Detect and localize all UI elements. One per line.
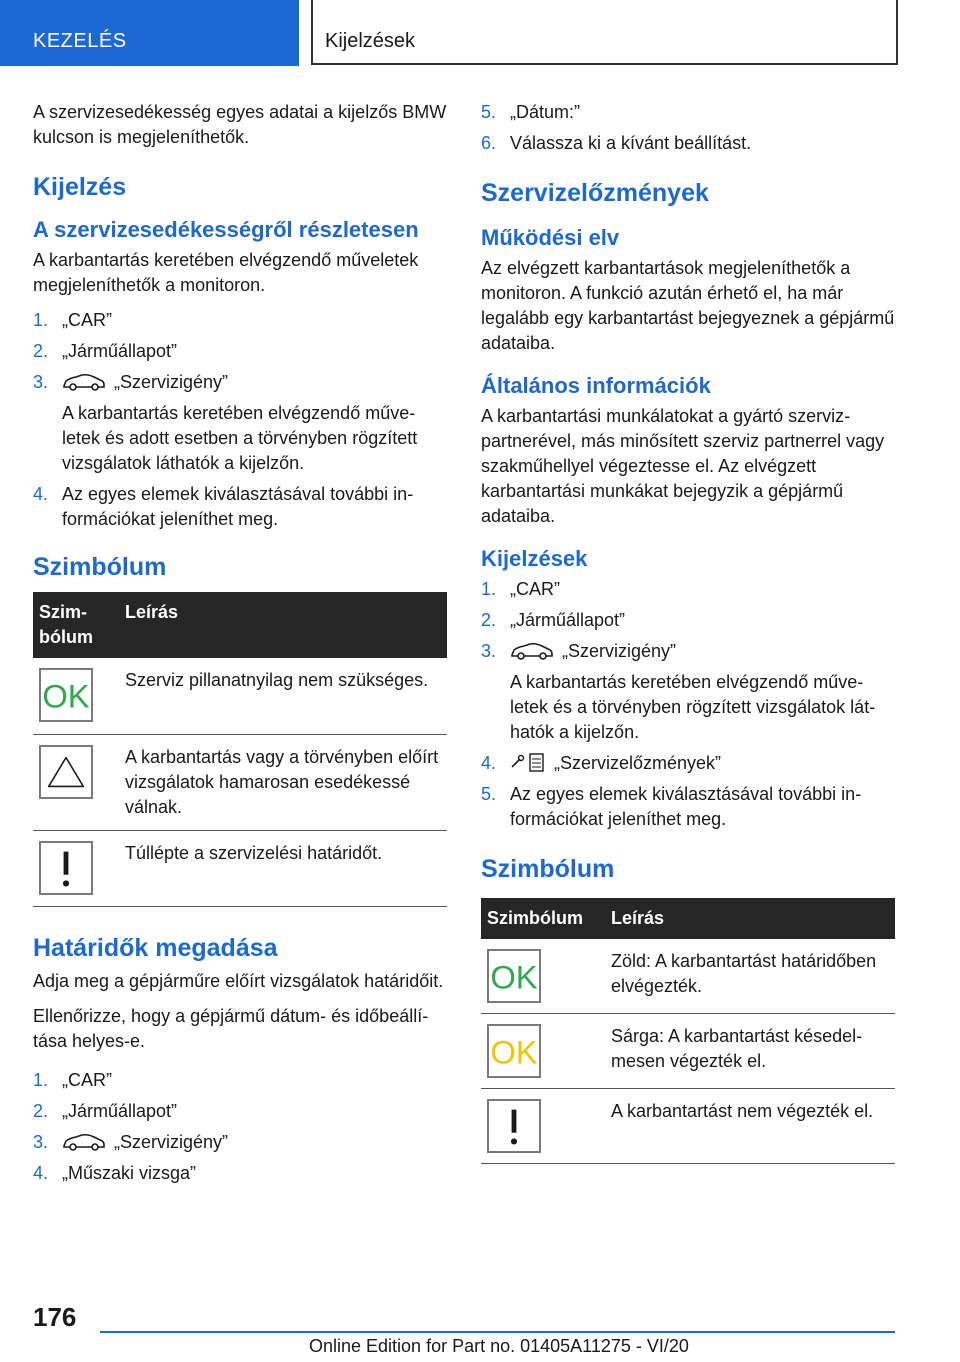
heading-kijelzes: Kijelzés bbox=[33, 173, 127, 201]
intro-paragraph: A szervizesedékesség egyes adatai a kijelzős BMW kulcson is megjeleníthetők. bbox=[33, 102, 447, 147]
table-cell-description: Szerviz pillanatnyilag nem szükséges. bbox=[119, 658, 447, 734]
list-text: „Műszaki vizsga” bbox=[62, 1162, 197, 1183]
paragraph-hataridok-2: Ellenőrizze, hogy a gépjármű dátum- és időbeállítása helyes-e. bbox=[33, 1005, 429, 1051]
section-tab bbox=[0, 0, 299, 66]
right-column bbox=[481, 100, 895, 1164]
table-row bbox=[33, 830, 447, 906]
list-number: 3. bbox=[33, 372, 49, 392]
list-number: 2. bbox=[33, 341, 49, 361]
exclamation-icon bbox=[39, 841, 93, 895]
list-number: 1. bbox=[33, 1069, 49, 1090]
exclamation-icon bbox=[487, 1099, 541, 1153]
table-cell-description: Túllépte a szervizelési határidőt. bbox=[119, 830, 447, 906]
list-item bbox=[33, 1068, 447, 1093]
heading-szimbolum: Szimbólum bbox=[33, 553, 167, 581]
symbol-table bbox=[481, 898, 895, 1164]
ok-icon bbox=[39, 668, 93, 722]
list-number: 3. bbox=[33, 1131, 49, 1152]
table-row bbox=[481, 1089, 895, 1164]
list-number: 4. bbox=[481, 753, 497, 773]
list-item bbox=[33, 339, 447, 364]
list-item bbox=[481, 639, 895, 745]
table-cell-description: Sárga: A karbantartást késedelmesen végezték el. bbox=[605, 1014, 895, 1089]
page-number: 176 bbox=[33, 1302, 77, 1332]
list-item bbox=[33, 1099, 447, 1124]
table-cell-symbol bbox=[481, 1014, 605, 1089]
table-row bbox=[481, 939, 895, 1014]
list-subtext: A karbantartás keretében elvégzendő műveletek és adott esetben a törvényben rögzített vizsgálatok láthatók a kijelzőn. bbox=[62, 403, 418, 473]
paragraph-mukodesi-elv: Az elvégzett karbantartások megjeleníthetők a monitoron. A funkció azután érhető el, ha már legalább egy karbantartást bejegyeznek a gépjármű adataiba. bbox=[481, 258, 895, 353]
table-row bbox=[481, 1014, 895, 1089]
list-item bbox=[33, 370, 447, 476]
edition-footer: Online Edition for Part no. 01405A11275 - VI/20 bbox=[309, 1336, 689, 1356]
list-number: 5. bbox=[481, 784, 497, 804]
menu-path-list bbox=[33, 1068, 447, 1186]
list-number: 4. bbox=[33, 1162, 49, 1183]
table-row bbox=[33, 734, 447, 830]
table-cell-symbol bbox=[481, 939, 605, 1014]
list-number: 6. bbox=[481, 133, 497, 153]
table-cell-symbol bbox=[33, 830, 119, 906]
table-row bbox=[33, 658, 447, 734]
table-cell-description: A karbantartást nem végezték el. bbox=[605, 1089, 895, 1164]
list-item bbox=[481, 131, 895, 156]
ok-green-icon bbox=[487, 949, 541, 1003]
list-text: „CAR” bbox=[62, 1069, 112, 1090]
table-header-symbol: Szimbólum bbox=[481, 898, 605, 939]
svg-text:OK: OK bbox=[490, 1033, 538, 1071]
list-item bbox=[481, 751, 895, 776]
list-text: „CAR” bbox=[510, 579, 560, 599]
warning-triangle-icon bbox=[39, 745, 93, 799]
heading-mukodesi-elv: Működési elv bbox=[481, 225, 620, 250]
list-text: Válassza ki a kívánt beállítást. bbox=[510, 133, 752, 153]
heading-kijelzesek: Kijelzések bbox=[481, 546, 588, 571]
list-number: 3. bbox=[481, 641, 497, 661]
list-item bbox=[481, 782, 895, 832]
list-number: 4. bbox=[33, 484, 49, 504]
list-item bbox=[481, 100, 895, 125]
list-text: Az egyes elemek kiválasztásával további információkat jeleníthet meg. bbox=[62, 484, 414, 529]
chapter-tab bbox=[311, 0, 898, 65]
table-cell-symbol bbox=[481, 1089, 605, 1164]
svg-text:OK: OK bbox=[42, 677, 90, 715]
table-cell-description: Zöld: A karbantartást határidőben elvégezték. bbox=[605, 939, 895, 1014]
table-header-symbol: Szimbólum bbox=[33, 592, 119, 658]
section-label: KEZELÉS bbox=[33, 30, 127, 52]
list-item bbox=[33, 1161, 447, 1186]
table-cell-description: A karbantartás vagy a törvényben előírt vizsgálatok hamarosan esedékessé válnak. bbox=[119, 734, 447, 830]
table-cell-symbol bbox=[33, 734, 119, 830]
paragraph-hataridok-1: Adja meg a gépjárműre előírt vizsgálatok határidőit. bbox=[33, 970, 444, 991]
list-text: „Szervizigény” bbox=[114, 1131, 229, 1152]
list-text: Az egyes elemek kiválasztásával további információkat jeleníthet meg. bbox=[510, 784, 862, 829]
ok-yellow-icon bbox=[487, 1024, 541, 1078]
left-column bbox=[33, 100, 447, 1196]
symbol-table bbox=[33, 592, 447, 907]
table-header-row bbox=[481, 898, 895, 939]
table-cell-symbol bbox=[33, 658, 119, 734]
list-text: „Járműállapot” bbox=[62, 1100, 178, 1121]
list-item bbox=[33, 1130, 447, 1155]
list-text: „Dátum:” bbox=[510, 102, 581, 122]
menu-path-list bbox=[481, 100, 895, 156]
heading-hataridok: Határidők megadása bbox=[33, 933, 278, 962]
footer-divider bbox=[100, 1331, 895, 1333]
list-number: 5. bbox=[481, 102, 497, 122]
page-header bbox=[0, 0, 960, 66]
menu-path-list bbox=[33, 308, 447, 532]
car-icon bbox=[62, 1132, 106, 1152]
list-item bbox=[481, 608, 895, 633]
heading-altalanos: Általános információk bbox=[481, 373, 711, 398]
list-text: „Szervizigény” bbox=[562, 641, 677, 661]
list-text: „Szervizigény” bbox=[114, 372, 229, 392]
menu-path-list bbox=[481, 577, 895, 832]
list-number: 1. bbox=[33, 310, 49, 330]
list-item bbox=[33, 482, 447, 532]
service-history-icon bbox=[510, 751, 546, 773]
heading-szervizelozmenyek: Szervizelőzmények bbox=[481, 179, 709, 207]
list-text: „CAR” bbox=[62, 310, 112, 330]
list-number: 2. bbox=[481, 610, 497, 630]
car-icon bbox=[510, 641, 554, 661]
list-text: „Járműállapot” bbox=[510, 610, 626, 630]
list-item bbox=[481, 577, 895, 602]
list-text: „Szervizelőzmények” bbox=[554, 753, 722, 773]
list-number: 1. bbox=[481, 579, 497, 599]
list-number: 2. bbox=[33, 1100, 49, 1121]
table-header-description: Leírás bbox=[119, 592, 447, 658]
paragraph-reszletesen: A karbantartás keretében elvégzendő műveletek megjeleníthetők a monitoron. bbox=[33, 250, 419, 295]
chapter-title: Kijelzések bbox=[325, 30, 416, 52]
svg-text:OK: OK bbox=[490, 958, 538, 996]
heading-szimbolum: Szimbólum bbox=[481, 855, 615, 883]
list-text: „Járműállapot” bbox=[62, 341, 178, 361]
heading-reszletesen: A szervizesedékességről részletesen bbox=[33, 217, 419, 242]
car-icon bbox=[62, 372, 106, 392]
list-item bbox=[33, 308, 447, 333]
table-header-row bbox=[33, 592, 447, 658]
list-subtext: A karbantartás keretében elvégzendő műveletek és a törvényben rögzített vizsgálatok láthatók a kijelzőn. bbox=[510, 672, 876, 742]
table-header-description: Leírás bbox=[605, 898, 895, 939]
paragraph-altalanos: A karbantartási munkálatokat a gyártó szervizpartnerével, más minősített szerviz partnerrel vagy szakműhellyel végeztesse el. Az elvégzett karbantartási munkákat bejegyzik a gépjármű adataiba. bbox=[481, 406, 885, 526]
